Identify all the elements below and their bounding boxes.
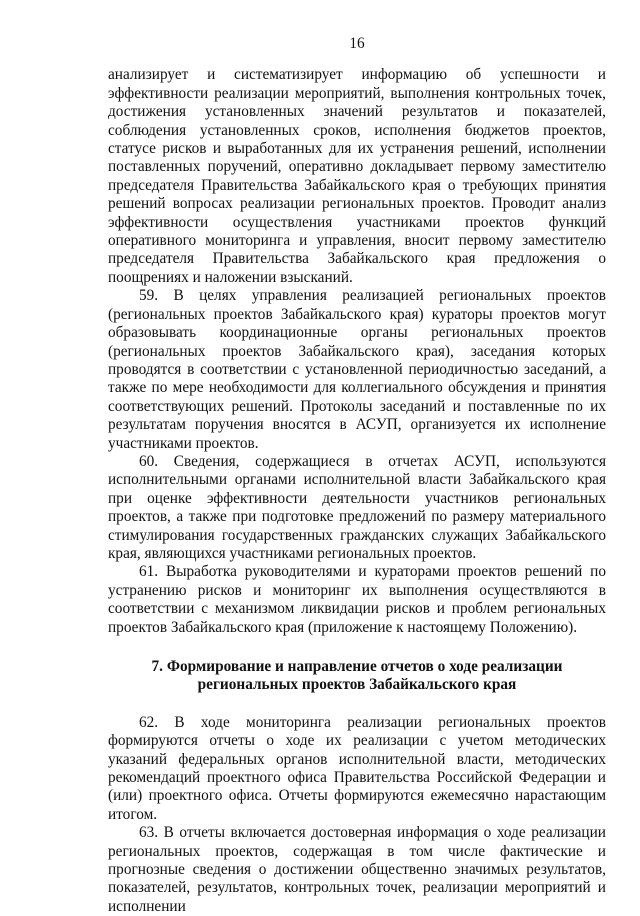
paragraph-59: 59. В целях управления реализацией региональных проектов (региональных проектов Забайкальского края) кураторы проектов могут образовывать координационные органы региональных проектов (региональных проектов Забайкальского края), заседания которых проводятся в соответствии с установленной периодичностью заседаний, а также по мере необходимости для коллегиального обсуждения и принятия соответствующих решений. Протоколы заседаний и поставленные по их результатам поручения вносятся в АСУП, организуется их исполнение участниками проектов. — [108, 287, 606, 452]
section-heading-line-2: региональных проектов Забайкальского края — [197, 676, 517, 694]
paragraph-62: 62. В ходе мониторинга реализации региональных проектов формируются отчеты о ходе их реализации с учетом методических указаний федеральных органов исполнительной власти, методических рекомендаций проектного офиса Правительства Российской Федерации и (или) проектного офиса. Отчеты формируются ежемесячно нарастающим итогом. — [108, 713, 606, 823]
section-heading-line-1: 7. Формирование и направление отчетов о ходе реализации — [151, 658, 563, 675]
paragraph-60: 60. Сведения, содержащиеся в отчетах АСУП, используются исполнительными органами исполнительной власти Забайкальского края при оценке эффективности деятельности участников региональных проектов, а также при подготовке предложений по размеру материального стимулирования государственных гражданских служащих Забайкальского края, являющихся участниками региональных проектов. — [108, 452, 606, 562]
page-number: 16 — [349, 35, 365, 52]
paragraph-61: 61. Выработка руководителями и кураторами проектов решений по устранению рисков и мониторинг их выполнения осуществляются в соответствии с механизмом ликвидации рисков и проблем региональных проектов Забайкальского края (приложение к настоящему Положению). — [108, 563, 606, 636]
paragraph-63: 63. В отчеты включается достоверная информация о ходе реализации региональных проектов, содержащая в том числе фактические и прогнозные сведения о достижении общественно значимых результатов, показателей, результатов, контрольных точек, реализации мероприятий и исполнении — [108, 824, 606, 915]
section-heading — [108, 658, 606, 695]
paragraph-continuation: анализирует и систематизирует информацию об успешности и эффективности реализации мероприятий, выполнения контрольных точек, достижения установленных значений результатов и показателей, соблюдения установленных сроков, исполнения бюджетов проектов, статусе рисков и выработанных для их устранения решений, исполнении поставленных поручений, оперативно докладывает первому заместителю председателя Правительства Забайкальского края о требующих принятия решений вопросах реализации региональных проектов. Проводит анализ эффективности осуществления участниками проектов функций оперативного мониторинга и управления, вносит первому заместителю председателя Правительства Забайкальского края предложения о поощрениях и наложении взысканий. — [108, 66, 606, 286]
